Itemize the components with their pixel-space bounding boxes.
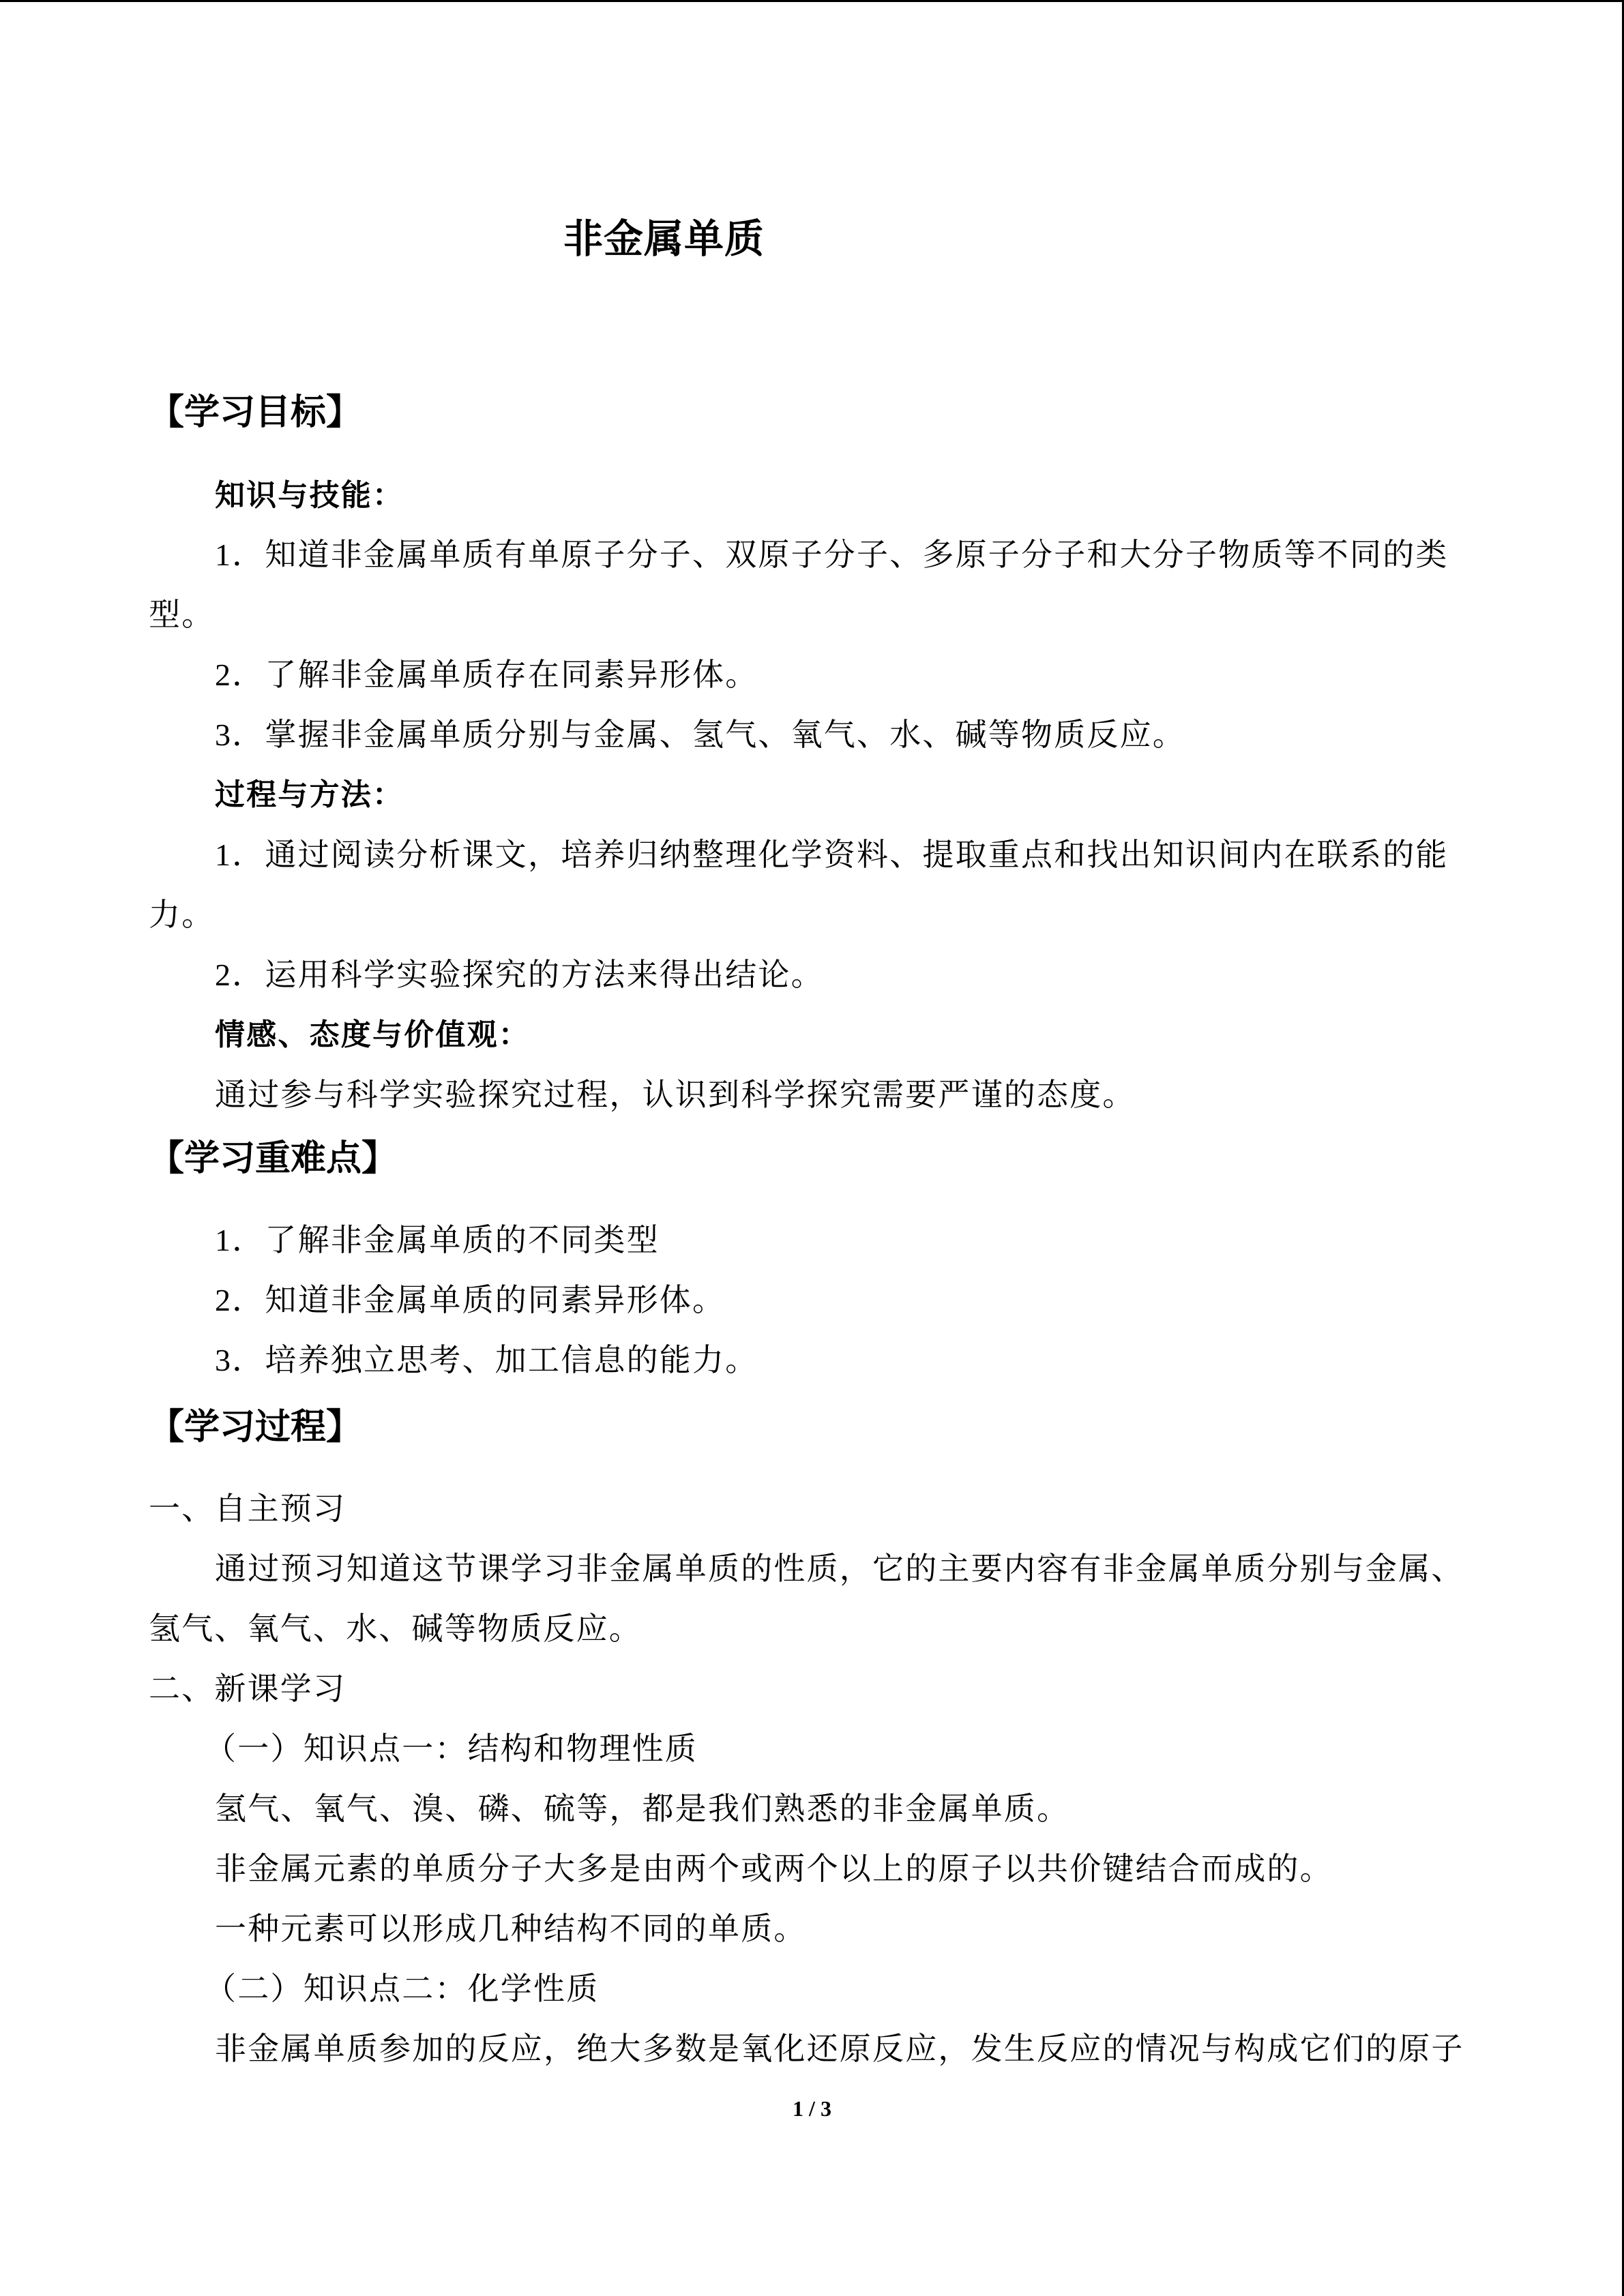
subheading-knowledge-skills: 知识与技能： — [215, 478, 404, 513]
objective-knowledge-item-1: 1．知道非金属单质有单原子分子、双原子分子、多原子分子和大分子物质等不同的类 — [215, 537, 1449, 572]
objective-knowledge-item-2: 2．了解非金属单质存在同素异形体。 — [215, 657, 758, 692]
process-part1-text-line-1: 通过预习知道这节课学习非金属单质的性质，它的主要内容有非金属单质分别与金属、 — [215, 1551, 1464, 1586]
subheading-emotion-values: 情感、态度与价值观： — [215, 1017, 530, 1052]
process-part1-text-line-2: 氢气、氧气、水、碱等物质反应。 — [149, 1611, 642, 1646]
objective-knowledge-item-1-cont: 型。 — [149, 597, 215, 632]
objective-knowledge-item-3: 3．掌握非金属单质分别与金属、氢气、氧气、水、碱等物质反应。 — [215, 717, 1185, 752]
objective-emotion-item-1: 通过参与科学实验探究过程，认识到科学探究需要严谨的态度。 — [215, 1077, 1136, 1112]
knowledge-point-1-text-1: 氢气、氧气、溴、磷、硫等，都是我们熟悉的非金属单质。 — [215, 1791, 1070, 1826]
section-heading-objectives: 【学习目标】 — [149, 392, 362, 433]
subheading-process-methods: 过程与方法： — [215, 777, 404, 812]
key-point-item-1: 1．了解非金属单质的不同类型 — [215, 1223, 660, 1257]
section-heading-process: 【学习过程】 — [149, 1407, 362, 1448]
objective-process-item-2: 2．运用科学实验探究的方法来得出结论。 — [215, 957, 824, 992]
process-part2-heading: 二、新课学习 — [149, 1671, 346, 1706]
page-top-border — [0, 0, 1624, 2]
knowledge-point-1-heading: （一）知识点一：结构和物理性质 — [205, 1731, 698, 1766]
knowledge-point-1-text-2: 非金属元素的单质分子大多是由两个或两个以上的原子以共价键结合而成的。 — [215, 1851, 1333, 1886]
key-point-item-3: 3．培养独立思考、加工信息的能力。 — [215, 1343, 758, 1377]
knowledge-point-2-text-1: 非金属单质参加的反应，绝大多数是氧化还原反应，发生反应的情况与构成它们的原子 — [215, 2031, 1464, 2066]
objective-process-item-1: 1．通过阅读分析课文，培养归纳整理化学资料、提取重点和找出知识间内在联系的能 — [215, 837, 1449, 872]
knowledge-point-1-text-3: 一种元素可以形成几种结构不同的单质。 — [215, 1911, 807, 1946]
knowledge-point-2-heading: （二）知识点二：化学性质 — [205, 1971, 600, 2006]
document-title: 非金属单质 — [563, 215, 765, 262]
page-number: 1 / 3 — [793, 2096, 831, 2121]
section-heading-key-points: 【学习重难点】 — [149, 1138, 398, 1179]
process-part1-heading: 一、自主预习 — [149, 1491, 346, 1526]
objective-process-item-1-cont: 力。 — [149, 897, 215, 932]
key-point-item-2: 2．知道非金属单质的同素异形体。 — [215, 1283, 726, 1317]
